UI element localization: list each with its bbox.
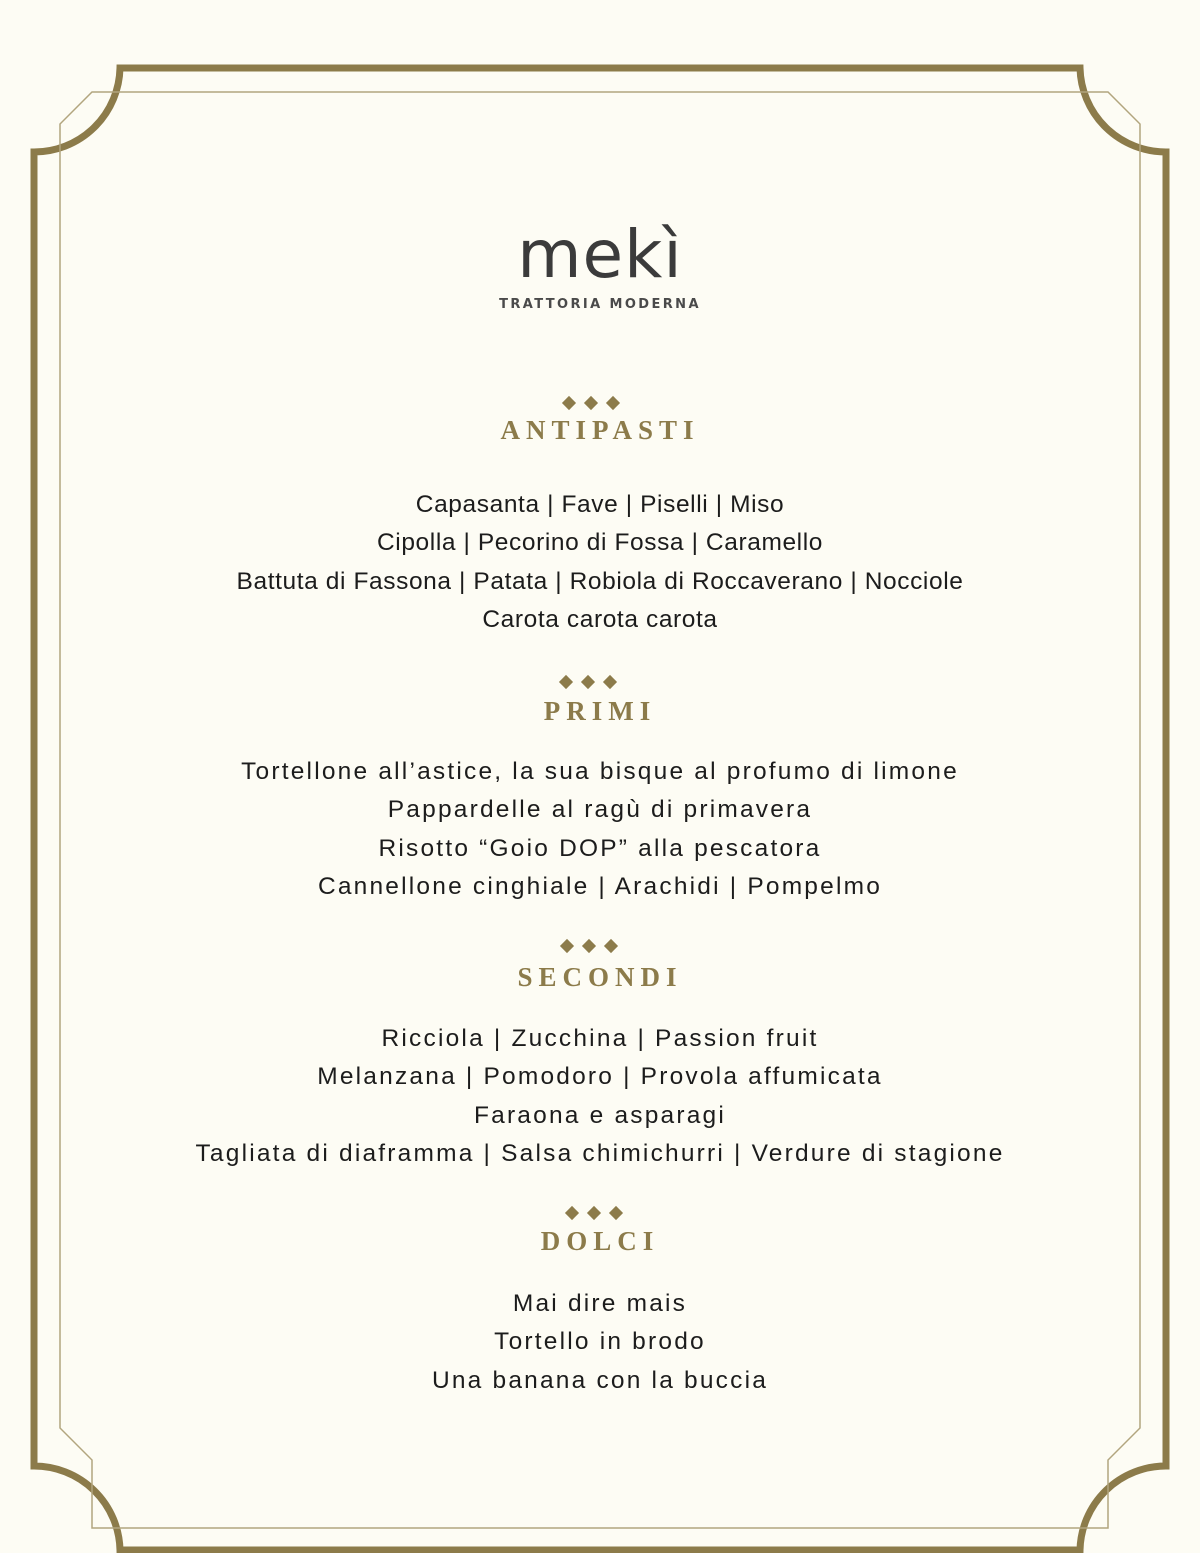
section-title-antipasti: ANTIPASTI <box>500 415 700 445</box>
menu-item: Cipolla | Pecorino di Fossa | Caramello <box>376 529 823 557</box>
menu-item: Capasanta | Fave | Piselli | Miso <box>415 491 785 518</box>
restaurant-logo: mekì <box>517 216 683 293</box>
secondi-list <box>0 1020 1200 1173</box>
menu-item: Battuta di Fassona | Patata | Robiola di Roccaverano | Nocciole <box>236 567 964 595</box>
section-ornament <box>556 674 626 690</box>
menu-item: Pappardelle al ragù di primavera <box>387 796 813 824</box>
menu-item: Tagliata di diaframma | Salsa chimichurri | Verdure di stagione <box>195 1139 1005 1167</box>
menu-item: Carota carota carota <box>482 605 718 633</box>
menu-item: Cannellone cinghiale | Arachidi | Pompelmo <box>317 872 883 900</box>
section-title-primi: PRIMI <box>543 696 657 726</box>
antipasti-list <box>0 486 1200 639</box>
menu-item: Mai dire mais <box>512 1290 688 1317</box>
menu-item: Una banana con la buccia <box>431 1366 769 1394</box>
section-ornament <box>557 938 627 954</box>
dolci-list <box>0 1285 1200 1400</box>
section-title-dolci: DOLCI <box>540 1226 660 1256</box>
restaurant-tagline: TRATTORIA MODERNA <box>499 297 701 312</box>
primi-list <box>0 753 1200 906</box>
section-ornament <box>559 395 629 411</box>
menu-item: Faraona e asparagi <box>473 1101 727 1129</box>
section-ornament <box>562 1205 632 1221</box>
menu-item: Tortellone all’astice, la sua bisque al profumo di limone <box>241 758 959 785</box>
menu-item: Melanzana | Pomodoro | Provola affumicata <box>317 1063 883 1091</box>
menu-item: Risotto “Goio DOP” alla pescatora <box>378 834 822 862</box>
menu-item: Tortello in brodo <box>494 1328 706 1356</box>
section-title-secondi: SECONDI <box>517 962 683 992</box>
menu-item: Ricciola | Zucchina | Passion fruit <box>381 1025 819 1052</box>
